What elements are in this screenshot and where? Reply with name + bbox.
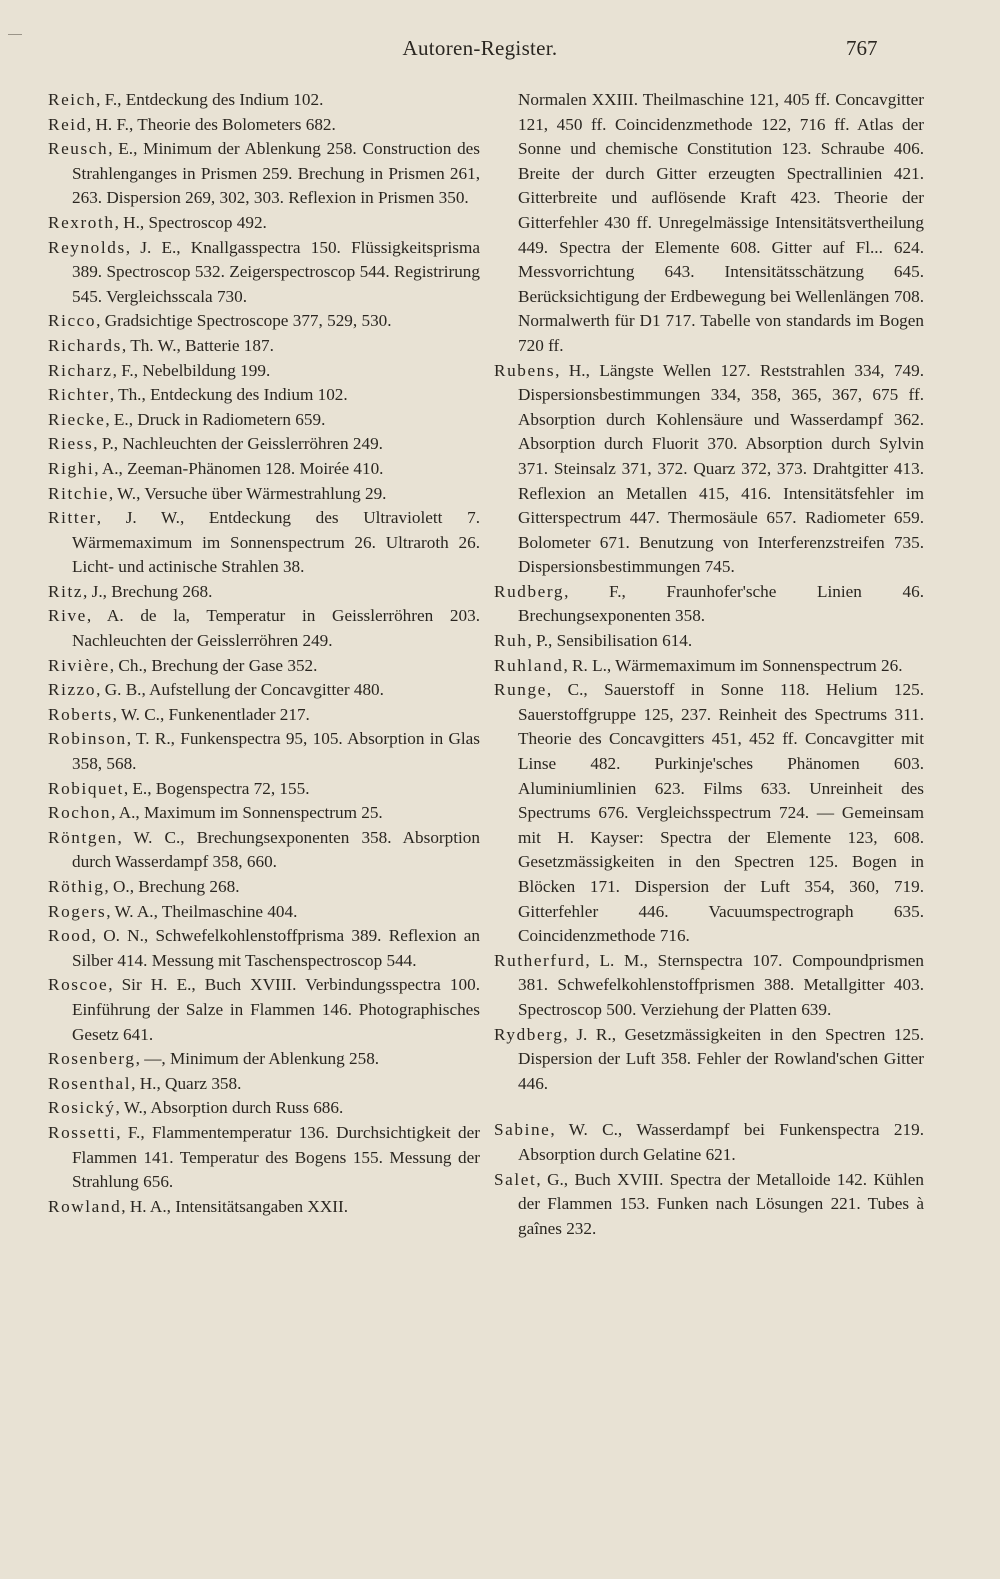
running-header: Autoren-Register.: [402, 36, 558, 60]
index-entry: [48, 211, 480, 236]
author-name: Ruh: [494, 631, 528, 651]
index-entry: [48, 875, 480, 900]
entry-text: , Sir H. E., Buch XVIII. Verbindungsspectra 100. Einführung der Salze in Flammen 146. Photographisches Gesetz 641.: [72, 975, 480, 1044]
author-name: Rosenthal: [48, 1073, 132, 1093]
author-name: Rubens: [494, 360, 556, 380]
entry-text: , W. A., Theilmaschine 404.: [106, 901, 298, 921]
author-name: Sabine: [494, 1120, 551, 1140]
index-entry: [48, 482, 480, 507]
index-entry: [494, 580, 924, 629]
author-name: Riess: [48, 434, 94, 454]
index-entry: [494, 629, 924, 654]
right-column: [494, 88, 924, 1241]
author-name: Ritchie: [48, 483, 109, 503]
author-name: Rive: [48, 606, 87, 626]
index-entry: [48, 826, 480, 875]
author-name: Rivière: [48, 655, 110, 675]
entry-text: , W., Absorption durch Russ 686.: [115, 1098, 344, 1118]
entry-text: , P., Nachleuchten der Geisslerröhren 249.: [93, 434, 383, 454]
author-name: Robinson: [48, 729, 127, 749]
index-entry: [48, 113, 480, 138]
index-entry: [48, 137, 480, 211]
index-entry: [48, 1047, 480, 1072]
index-entry: [48, 309, 480, 334]
entry-text: , H., Längste Wellen 127. Reststrahlen 334, 749. Dispersionsbestimmungen 334, 358, 365, 367, 675 ff. Absorption durch Kohlensäure und Wasserdampf 362. Absorption durch Fluorit 370. Absorption durch Sylvin 371. Steinsalz 371, 372. Quarz 372, 373. Drahtgitter 413. Reflexion an Metallen 415, 416. Intensitätsfehler im Gitterspectrum 447. Thermosäule 657. Radiometer 659. Bolometer 671. Benutzung von Interferenzstreifen 735. Dispersionsbestimmungen 745.: [518, 360, 924, 577]
author-name: Rood: [48, 926, 92, 946]
author-name: Richards: [48, 335, 122, 355]
author-name: Runge: [494, 680, 547, 700]
author-name: Roscoe: [48, 975, 109, 995]
entry-text: , Gradsichtige Spectroscope 377, 529, 530.: [96, 311, 392, 331]
author-name: Rosenberg: [48, 1049, 136, 1069]
author-name: Reusch: [48, 139, 109, 159]
index-entry: [48, 654, 480, 679]
entry-text: , E., Bogenspectra 72, 155.: [123, 778, 310, 798]
index-entry: [494, 1023, 924, 1097]
author-name: Rogers: [48, 901, 107, 921]
author-name: Ricco: [48, 311, 97, 331]
author-name: Ruhland: [494, 655, 564, 675]
index-entry: [48, 1096, 480, 1121]
index-entry: [48, 727, 480, 776]
index-entry: [48, 236, 480, 310]
index-entry: [48, 506, 480, 580]
index-entry: [494, 88, 924, 359]
author-name: Rizzo: [48, 680, 97, 700]
author-name: Rudberg: [494, 581, 565, 601]
author-name: Rutherfurd: [494, 950, 586, 970]
entry-text: , W. C., Funkenentlader 217.: [112, 704, 310, 724]
entry-text: , —, Minimum der Ablenkung 258.: [135, 1049, 380, 1069]
index-entry: [494, 359, 924, 580]
index-entry: [48, 383, 480, 408]
author-name: Rossetti: [48, 1122, 117, 1142]
entry-text: , E., Minimum der Ablenkung 258. Construction des Strahlenganges in Prismen 259. Brechung in Prismen 261, 263. Dispersion 269, 302, 303. Reflexion in Prismen 350.: [72, 139, 480, 208]
entry-text: , G. B., Aufstellung der Concavgitter 480.: [96, 680, 384, 700]
author-name: Rexroth: [48, 212, 115, 232]
entry-text: , W., Versuche über Wärmestrahlung 29.: [108, 483, 387, 503]
index-entry: [48, 1072, 480, 1097]
author-name: Reynolds: [48, 237, 126, 257]
entry-text: , H., Quarz 358.: [131, 1073, 242, 1093]
entry-text: , O., Brechung 268.: [104, 877, 240, 896]
entry-text: , Th., Entdeckung des Indium 102.: [109, 385, 348, 405]
entry-text: , Ch., Brechung der Gase 352.: [109, 655, 318, 675]
entry-text: , H. F., Theorie des Bolometers 682.: [86, 114, 336, 134]
entry-text: , L. M., Sternspectra 107. Compoundprismen 381. Schwefelkohlenstoffprismen 388. Metallgitter 403. Spectroscop 500. Verziehung der Platten 639.: [518, 950, 924, 1019]
index-entry: [48, 604, 480, 653]
left-column: [48, 88, 480, 1219]
index-entry: [494, 654, 924, 679]
index-entry: [48, 580, 480, 605]
entry-text: , A., Zeeman-Phänomen 128. Moirée 410.: [94, 458, 384, 478]
author-name: Roberts: [48, 704, 113, 724]
index-entry: [48, 457, 480, 482]
index-entry: [48, 88, 480, 113]
author-name: Rochon: [48, 803, 112, 823]
index-entry: [48, 408, 480, 433]
index-entry: [48, 1121, 480, 1195]
entry-text: , P., Sensibilisation 614.: [527, 631, 693, 651]
entry-text: , J. E., Knallgasspectra 150. Flüssigkeitsprisma 389. Spectroscop 532. Zeigerspectroscop 544. Registrirung 545. Vergleichsscala 730.: [72, 237, 480, 306]
entry-text: , R. L., Wärmemaximum im Sonnenspectrum 26.: [563, 655, 903, 675]
author-name: Röntgen: [48, 827, 118, 847]
author-name: Richter: [48, 385, 110, 405]
author-name: Rydberg: [494, 1024, 564, 1044]
index-entry: [48, 432, 480, 457]
entry-text: , A., Maximum im Sonnenspectrum 25.: [111, 803, 383, 823]
entry-text: , E., Druck in Radiometern 659.: [105, 409, 326, 429]
index-entry: [48, 1195, 480, 1220]
entry-text: , W. C., Wasserdampf bei Funkenspectra 219. Absorption durch Gelatine 621.: [518, 1120, 924, 1164]
entry-text: , O. N., Schwefelkohlenstoffprisma 389. Reflexion an Silber 414. Messung mit Taschenspectroscop 544.: [72, 926, 480, 970]
author-name: Richarz: [48, 360, 113, 380]
page-number: 767: [846, 36, 878, 60]
author-name: Reid: [48, 114, 87, 134]
entry-text: , J., Brechung 268.: [83, 581, 213, 601]
entry-text: Normalen XXIII. Theilmaschine 121, 405 ff. Concavgitter 121, 450 ff. Coincidenzmethode 122, 716 ff. Atlas der Sonne und chemische Constitution 123. Schraube 406. Breite der durch Gitter erzeugten Spectrallinien 421. Gitterbreite und auflösende Kraft 423. Theorie der Gitterfehler 430 ff. Unregelmässige Intensitätsvertheilung 449. Spectra der Elemente 608. Gitter auf Fl... 624. Messvorrichtung 643. Intensitätsschätzung 645. Berücksichtigung der Erdbewegung bei Wellenlängen 708. Normalwerth für D1 717. Tabelle von standards im Bogen 720 ff.: [518, 90, 924, 355]
author-name: Rosický: [48, 1098, 116, 1118]
index-entry: [48, 678, 480, 703]
entry-text: , G., Buch XVIII. Spectra der Metalloide 142. Kühlen der Flammen 153. Funken nach Lösungen 221. Tubes à gaînes 232.: [518, 1169, 924, 1238]
index-entry: [48, 334, 480, 359]
entry-text: , F., Flammentemperatur 136. Durchsichtigkeit der Flammen 141. Temperatur des Bogens 155. Messung der Strahlung 656.: [72, 1122, 480, 1192]
index-entry: [494, 1168, 924, 1242]
author-name: Salet: [494, 1169, 537, 1189]
author-name: Ritter: [48, 508, 97, 528]
entry-text: , C., Sauerstoff in Sonne 118. Helium 125. Sauerstoffgruppe 125, 237. Reinheit des Spectrums 311. Theorie des Concavgitters 451, 452 ff. Concavgitter mit Linse 482. Purkinje'sches Phänomen 603. Aluminiumlinien 623. Films 633. Unreinheit des Spectrums 676. Vergleichsspectrum 724. — Gemeinsam mit H. Kayser: Spectra der Elemente 123, 608. Gesetzmässigkeiten in den Spectren 125. Bogen in Blöcken 171. Dispersion der Luft 354, 360, 719. Gitterfehler 446. Vacuumspectrograph 635. Coincidenzmethode 716.: [518, 680, 924, 946]
index-entry: [48, 359, 480, 384]
author-name: Righi: [48, 458, 95, 478]
author-name: Reich: [48, 90, 97, 109]
author-name: Ritz: [48, 581, 84, 601]
entry-text: , J. W., Entdeckung des Ultraviolett 7. Wärmemaximum im Sonnenspectrum 26. Ultraroth 26. Licht- und actinische Strahlen 38.: [72, 508, 480, 577]
entry-text: , F., Entdeckung des Indium 102.: [96, 90, 324, 109]
entry-text: , F., Fraunhofer'sche Linien 46. Brechungsexponenten 358.: [518, 581, 924, 626]
index-entry: [48, 900, 480, 925]
index-entry: [48, 973, 480, 1047]
author-name: Riecke: [48, 409, 106, 429]
entry-text: , T. R., Funkenspectra 95, 105. Absorption in Glas 358, 568.: [72, 729, 480, 774]
page-edge-mark: [8, 34, 22, 35]
index-entry: [48, 703, 480, 728]
entry-text: , J. R., Gesetzmässigkeiten in den Spectren 125. Dispersion der Luft 358. Fehler der Rowland'schen Gitter 446.: [518, 1024, 924, 1093]
entry-text: , W. C., Brechungsexponenten 358. Absorption durch Wasserdampf 358, 660.: [72, 827, 480, 872]
entry-text: , Th. W., Batterie 187.: [121, 335, 274, 355]
index-entry: [494, 1118, 924, 1167]
entry-text: , H., Spectroscop 492.: [114, 212, 267, 232]
entry-text: , H. A., Intensitätsangaben XXII.: [121, 1196, 348, 1216]
index-entry: [48, 801, 480, 826]
entry-text: , F., Nebelbildung 199.: [112, 360, 271, 380]
index-entry: [48, 777, 480, 802]
index-entry: [494, 949, 924, 1023]
index-entry: [48, 924, 480, 973]
index-entry: [494, 678, 924, 949]
author-name: Röthig: [48, 877, 105, 896]
author-name: Robiquet: [48, 778, 124, 798]
entry-text: , A. de la, Temperatur in Geisslerröhren 203. Nachleuchten der Geisslerröhren 249.: [72, 606, 480, 651]
author-name: Rowland: [48, 1196, 122, 1216]
